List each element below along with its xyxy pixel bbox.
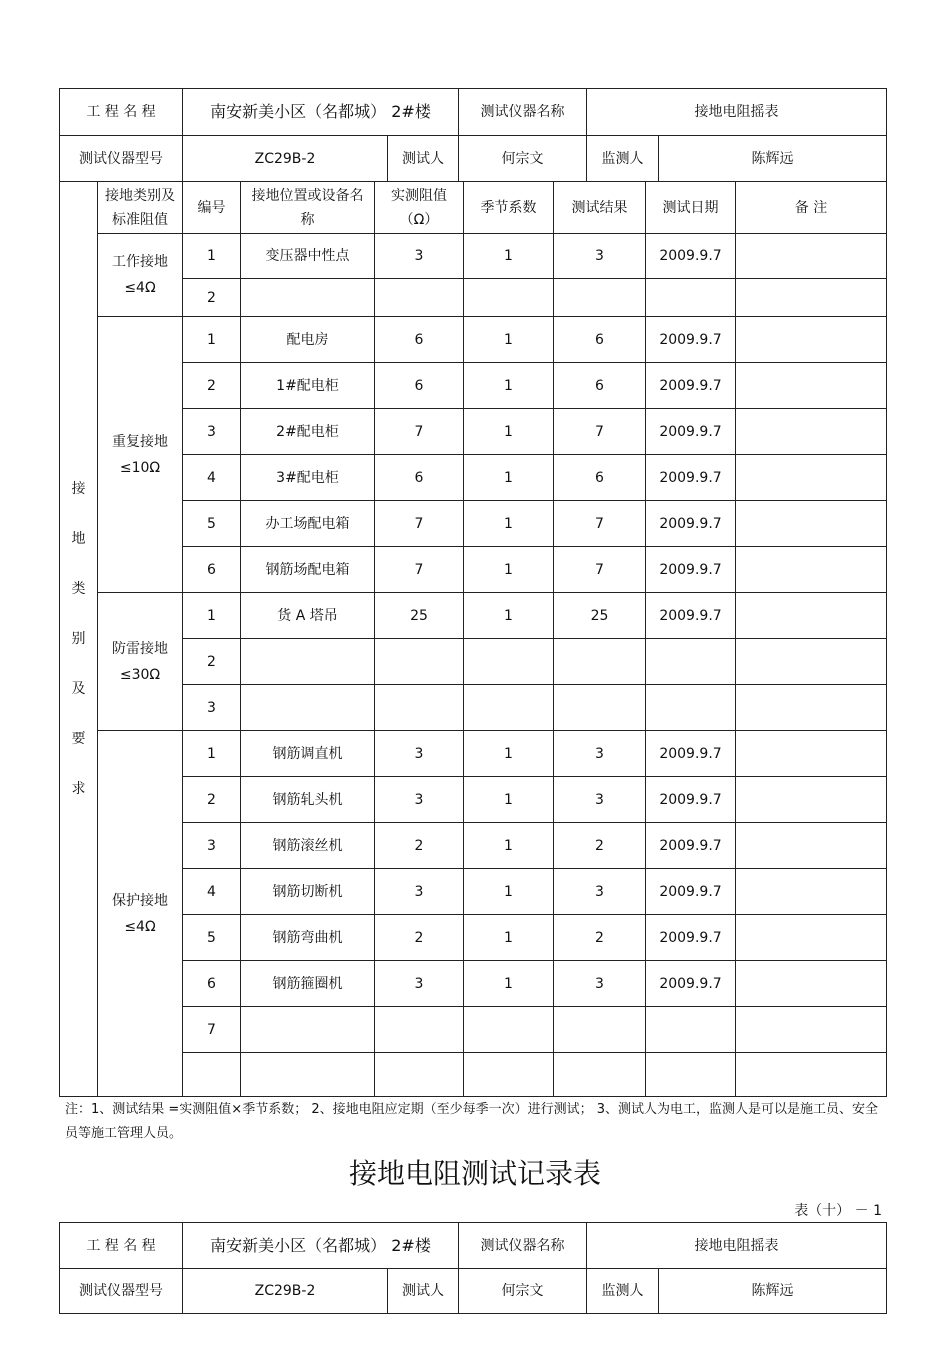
cell-season-factor: 1 bbox=[464, 501, 554, 547]
cell-date: 2009.9.7 bbox=[646, 363, 736, 409]
cell-resistance: 3 bbox=[375, 234, 464, 279]
group-name: 重复接地 bbox=[112, 433, 168, 450]
cell-number: 2 bbox=[183, 777, 241, 823]
cell-resistance: 3 bbox=[375, 777, 464, 823]
model-value: ZC29B-2 bbox=[183, 136, 388, 182]
tester-label: 测试人 bbox=[388, 1269, 459, 1314]
cell-resistance: 3 bbox=[375, 869, 464, 915]
table-row bbox=[60, 279, 887, 317]
cell-remark bbox=[736, 823, 887, 869]
cell-remark bbox=[736, 777, 887, 823]
tester-value: 何宗文 bbox=[459, 136, 587, 182]
cell-remark bbox=[736, 639, 887, 685]
table-row bbox=[60, 317, 887, 363]
grounding-records-table bbox=[59, 181, 887, 1097]
project-name: 南安新美小区（名都城） 2#楼 bbox=[183, 1223, 459, 1269]
cell-remark bbox=[736, 1007, 887, 1053]
cell-season-factor bbox=[464, 639, 554, 685]
column-header-location: 接地位置或设备名称 bbox=[241, 182, 375, 234]
instrument-name: 接地电阻摇表 bbox=[587, 89, 887, 136]
cell-remark bbox=[736, 593, 887, 639]
cell-number: 4 bbox=[183, 455, 241, 501]
cell-resistance: 25 bbox=[375, 593, 464, 639]
cell-remark bbox=[736, 915, 887, 961]
cell-season-factor: 1 bbox=[464, 547, 554, 593]
cell-result: 6 bbox=[554, 317, 646, 363]
cell-location bbox=[241, 639, 375, 685]
column-header-resistance: 实测阻值（Ω） bbox=[375, 182, 464, 234]
cell-remark bbox=[736, 363, 887, 409]
cell-result bbox=[554, 639, 646, 685]
cell-number: 1 bbox=[183, 234, 241, 279]
cell-location: 3#配电柜 bbox=[241, 455, 375, 501]
tester-value: 何宗文 bbox=[459, 1269, 587, 1314]
cell-location: 钢筋场配电箱 bbox=[241, 547, 375, 593]
cell-season-factor: 1 bbox=[464, 869, 554, 915]
cell-remark bbox=[736, 1053, 887, 1097]
cell-result: 3 bbox=[554, 869, 646, 915]
cell-season-factor bbox=[464, 1007, 554, 1053]
page-title: 接地电阻测试记录表 bbox=[348, 1157, 601, 1190]
cell-remark bbox=[736, 317, 887, 363]
cell-date bbox=[646, 639, 736, 685]
cell-season-factor: 1 bbox=[464, 777, 554, 823]
cell-season-factor bbox=[464, 279, 554, 317]
column-header-category: 接地类别及标准阻值 bbox=[98, 182, 183, 234]
table-row bbox=[60, 823, 887, 869]
group-cell bbox=[98, 731, 183, 1097]
table-row bbox=[60, 685, 887, 731]
cell-date: 2009.9.7 bbox=[646, 777, 736, 823]
cell-remark bbox=[736, 279, 887, 317]
group-cell bbox=[98, 593, 183, 731]
cell-date: 2009.9.7 bbox=[646, 455, 736, 501]
cell-result: 7 bbox=[554, 409, 646, 455]
cell-resistance: 7 bbox=[375, 501, 464, 547]
cell-location: 钢筋箍圈机 bbox=[241, 961, 375, 1007]
group-cell bbox=[98, 234, 183, 317]
cell-resistance bbox=[375, 279, 464, 317]
cell-season-factor: 1 bbox=[464, 317, 554, 363]
cell-number: 7 bbox=[183, 1007, 241, 1053]
monitor-label: 监测人 bbox=[587, 1269, 659, 1314]
cell-number: 1 bbox=[183, 317, 241, 363]
cell-date bbox=[646, 1053, 736, 1097]
group-limit: ≤4Ω bbox=[124, 280, 156, 296]
column-header-number: 编号 bbox=[183, 182, 241, 234]
cell-result bbox=[554, 1053, 646, 1097]
cell-resistance: 6 bbox=[375, 363, 464, 409]
cell-remark bbox=[736, 501, 887, 547]
cell-resistance: 2 bbox=[375, 823, 464, 869]
group-cell bbox=[98, 317, 183, 593]
cell-result: 3 bbox=[554, 777, 646, 823]
cell-result: 3 bbox=[554, 961, 646, 1007]
table-row bbox=[60, 1053, 887, 1097]
column-header-result: 测试结果 bbox=[554, 182, 646, 234]
cell-location: 1#配电柜 bbox=[241, 363, 375, 409]
project-name: 南安新美小区（名都城） 2#楼 bbox=[183, 89, 459, 136]
cell-location bbox=[241, 1007, 375, 1053]
cell-remark bbox=[736, 409, 887, 455]
table-row bbox=[60, 547, 887, 593]
project-label: 工 程 名 程 bbox=[60, 1223, 183, 1269]
cell-season-factor: 1 bbox=[464, 961, 554, 1007]
project-label: 工 程 名 程 bbox=[60, 89, 183, 136]
cell-date: 2009.9.7 bbox=[646, 317, 736, 363]
instrument-name: 接地电阻摇表 bbox=[587, 1223, 887, 1269]
table-row bbox=[60, 455, 887, 501]
tester-label: 测试人 bbox=[388, 136, 459, 182]
cell-date: 2009.9.7 bbox=[646, 593, 736, 639]
cell-location: 钢筋切断机 bbox=[241, 869, 375, 915]
table-row bbox=[60, 363, 887, 409]
cell-location: 钢筋弯曲机 bbox=[241, 915, 375, 961]
cell-season-factor: 1 bbox=[464, 823, 554, 869]
cell-resistance: 7 bbox=[375, 409, 464, 455]
cell-resistance: 2 bbox=[375, 915, 464, 961]
category-requirements-char: 类 bbox=[71, 581, 86, 597]
cell-number: 2 bbox=[183, 639, 241, 685]
footnote: 注：1、测试结果 =实测阻值×季节系数； 2、接地电阻应定期（至少每季一次）进行测试； 3、测试人为电工，监测人是可以是施工员、安全员等施工管理人员。 bbox=[65, 1102, 878, 1141]
model-label: 测试仪器型号 bbox=[60, 1269, 183, 1314]
category-requirements-char: 及 bbox=[71, 681, 86, 697]
cell-season-factor: 1 bbox=[464, 455, 554, 501]
cell-date: 2009.9.7 bbox=[646, 915, 736, 961]
cell-location: 钢筋轧头机 bbox=[241, 777, 375, 823]
header-table-top bbox=[59, 88, 887, 182]
cell-date: 2009.9.7 bbox=[646, 869, 736, 915]
cell-number: 4 bbox=[183, 869, 241, 915]
table-row bbox=[60, 1007, 887, 1053]
cell-result: 25 bbox=[554, 593, 646, 639]
group-name: 保护接地 bbox=[112, 892, 168, 909]
group-limit: ≤30Ω bbox=[119, 666, 161, 683]
cell-remark bbox=[736, 547, 887, 593]
cell-number: 2 bbox=[183, 279, 241, 317]
cell-season-factor: 1 bbox=[464, 234, 554, 279]
monitor-value: 陈辉远 bbox=[659, 1269, 887, 1314]
cell-resistance bbox=[375, 1007, 464, 1053]
table-number: 表（十） － 1 bbox=[794, 1203, 882, 1219]
cell-date: 2009.9.7 bbox=[646, 547, 736, 593]
table-row bbox=[60, 777, 887, 823]
category-requirements-cell bbox=[60, 182, 98, 1097]
cell-date: 2009.9.7 bbox=[646, 961, 736, 1007]
cell-number: 2 bbox=[183, 363, 241, 409]
table-row bbox=[60, 234, 887, 279]
cell-remark bbox=[736, 731, 887, 777]
cell-date: 2009.9.7 bbox=[646, 823, 736, 869]
model-label: 测试仪器型号 bbox=[60, 136, 183, 182]
table-row bbox=[60, 869, 887, 915]
cell-resistance: 3 bbox=[375, 961, 464, 1007]
cell-location: 变压器中性点 bbox=[241, 234, 375, 279]
category-requirements-char: 地 bbox=[71, 531, 86, 547]
table-row bbox=[60, 639, 887, 685]
cell-number: 1 bbox=[183, 593, 241, 639]
category-requirements-char: 求 bbox=[71, 781, 86, 797]
cell-remark bbox=[736, 961, 887, 1007]
column-header-season-factor: 季节系数 bbox=[464, 182, 554, 234]
cell-result: 6 bbox=[554, 455, 646, 501]
cell-season-factor bbox=[464, 685, 554, 731]
cell-remark bbox=[736, 685, 887, 731]
cell-result bbox=[554, 1007, 646, 1053]
monitor-label: 监测人 bbox=[587, 136, 659, 182]
cell-number: 5 bbox=[183, 915, 241, 961]
cell-remark bbox=[736, 234, 887, 279]
cell-location bbox=[241, 279, 375, 317]
cell-remark bbox=[736, 869, 887, 915]
cell-location: 钢筋调直机 bbox=[241, 731, 375, 777]
cell-result bbox=[554, 279, 646, 317]
category-requirements-char: 要 bbox=[71, 731, 86, 747]
instrument-name-label: 测试仪器名称 bbox=[459, 89, 587, 136]
cell-location bbox=[241, 1053, 375, 1097]
cell-season-factor: 1 bbox=[464, 363, 554, 409]
cell-number: 6 bbox=[183, 961, 241, 1007]
cell-season-factor: 1 bbox=[464, 915, 554, 961]
cell-location: 钢筋滚丝机 bbox=[241, 823, 375, 869]
table-row bbox=[60, 915, 887, 961]
cell-number: 3 bbox=[183, 409, 241, 455]
model-value: ZC29B-2 bbox=[183, 1269, 388, 1314]
cell-result: 3 bbox=[554, 731, 646, 777]
group-name: 工作接地 bbox=[112, 254, 168, 270]
cell-date: 2009.9.7 bbox=[646, 731, 736, 777]
table-row bbox=[60, 961, 887, 1007]
cell-resistance bbox=[375, 639, 464, 685]
cell-location: 货 A 塔吊 bbox=[241, 593, 375, 639]
cell-result: 2 bbox=[554, 823, 646, 869]
cell-resistance: 7 bbox=[375, 547, 464, 593]
group-limit: ≤4Ω bbox=[124, 918, 156, 935]
cell-location: 2#配电柜 bbox=[241, 409, 375, 455]
cell-season-factor: 1 bbox=[464, 409, 554, 455]
cell-location: 配电房 bbox=[241, 317, 375, 363]
cell-result: 7 bbox=[554, 547, 646, 593]
cell-date bbox=[646, 685, 736, 731]
category-requirements-char: 接 bbox=[71, 481, 86, 497]
cell-result: 7 bbox=[554, 501, 646, 547]
cell-remark bbox=[736, 455, 887, 501]
cell-season-factor: 1 bbox=[464, 593, 554, 639]
cell-number: 5 bbox=[183, 501, 241, 547]
cell-season-factor bbox=[464, 1053, 554, 1097]
table-row bbox=[60, 731, 887, 777]
cell-number: 3 bbox=[183, 823, 241, 869]
cell-date: 2009.9.7 bbox=[646, 501, 736, 547]
cell-date: 2009.9.7 bbox=[646, 234, 736, 279]
cell-date: 2009.9.7 bbox=[646, 409, 736, 455]
cell-date bbox=[646, 279, 736, 317]
cell-number: 1 bbox=[183, 731, 241, 777]
cell-resistance bbox=[375, 685, 464, 731]
cell-location bbox=[241, 685, 375, 731]
table-row bbox=[60, 501, 887, 547]
cell-resistance: 6 bbox=[375, 455, 464, 501]
cell-result: 2 bbox=[554, 915, 646, 961]
monitor-value: 陈辉远 bbox=[659, 136, 887, 182]
column-header-remark: 备 注 bbox=[736, 182, 887, 234]
cell-resistance bbox=[375, 1053, 464, 1097]
cell-number: 6 bbox=[183, 547, 241, 593]
group-limit: ≤10Ω bbox=[119, 459, 161, 476]
table-row bbox=[60, 409, 887, 455]
column-header-date: 测试日期 bbox=[646, 182, 736, 234]
cell-location: 办工场配电箱 bbox=[241, 501, 375, 547]
category-requirements-char: 别 bbox=[71, 631, 86, 647]
cell-date bbox=[646, 1007, 736, 1053]
cell-result: 6 bbox=[554, 363, 646, 409]
group-name: 防雷接地 bbox=[112, 640, 168, 657]
cell-result: 3 bbox=[554, 234, 646, 279]
instrument-name-label: 测试仪器名称 bbox=[459, 1223, 587, 1269]
cell-result bbox=[554, 685, 646, 731]
cell-number: 3 bbox=[183, 685, 241, 731]
cell-number bbox=[183, 1053, 241, 1097]
header-table-bottom bbox=[59, 1222, 887, 1314]
table-row bbox=[60, 593, 887, 639]
cell-resistance: 3 bbox=[375, 731, 464, 777]
cell-season-factor: 1 bbox=[464, 731, 554, 777]
cell-resistance: 6 bbox=[375, 317, 464, 363]
